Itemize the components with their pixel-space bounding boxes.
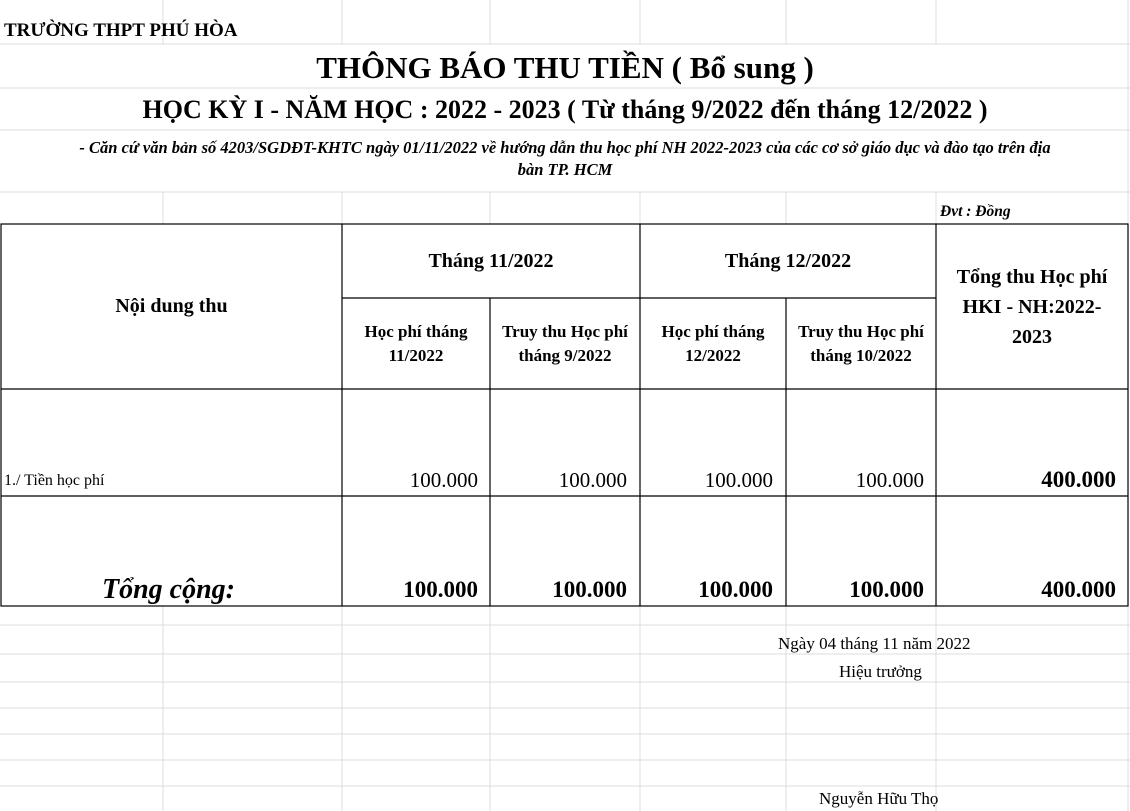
sub-header-fee-dec-line2: 12/2022 <box>685 345 741 365</box>
signer-name: Nguyễn Hữu Thọ <box>819 789 939 808</box>
sub-header-fee-dec <box>640 298 786 389</box>
sum-row-label: Tổng cộng: <box>102 574 235 605</box>
legal-basis-line2: bàn TP. HCM <box>517 160 613 179</box>
sub-header-backfee-oct <box>786 298 936 389</box>
signing-date: Ngày 04 tháng 11 năm 2022 <box>778 634 971 653</box>
legal-basis <box>0 137 1130 181</box>
sub-header-backfee-sep-line1: Truy thu Học phí <box>502 321 628 341</box>
col-header-month2-label: Tháng 12/2022 <box>724 249 852 272</box>
col-header-total-line2: HKI - NH:2022- <box>962 295 1102 318</box>
school-name: TRƯỜNG THPT PHÚ HÒA <box>4 20 238 41</box>
sum-total: 400.000 <box>1041 577 1116 602</box>
col-header-month1-label: Tháng 11/2022 <box>428 249 554 272</box>
document-subtitle: HỌC KỲ I - NĂM HỌC : 2022 - 2023 ( Từ tháng 9/2022 đến tháng 12/2022 ) <box>142 95 988 124</box>
col-header-content <box>1 224 342 389</box>
signer-role: Hiệu trưởng <box>839 662 922 681</box>
currency-unit: Đvt : Đồng <box>940 203 1011 220</box>
col-header-content-label: Nội dung thu <box>115 295 228 317</box>
sum-fee-nov: 100.000 <box>403 577 478 602</box>
sub-header-backfee-oct-line2: tháng 10/2022 <box>810 345 912 365</box>
row-tuition-backfee-sep: 100.000 <box>558 468 627 492</box>
col-header-total-line1: Tổng thu Học phí <box>956 265 1108 288</box>
sub-header-backfee-sep-line2: tháng 9/2022 <box>518 345 612 365</box>
col-header-month2 <box>640 224 936 298</box>
col-header-month1 <box>342 224 640 298</box>
sub-header-fee-dec-line1: Học phí tháng <box>661 321 765 341</box>
sum-fee-dec: 100.000 <box>698 577 773 602</box>
col-header-total-line3: 2023 <box>1012 325 1052 348</box>
row-tuition-total: 400.000 <box>1041 467 1116 492</box>
row-tuition-backfee-oct: 100.000 <box>855 468 924 492</box>
legal-basis-line1: - Căn cứ văn bản số 4203/SGDĐT-KHTC ngày 01/11/2022 về hướng dẫn thu học phí NH 2022-2023 của các cơ sở giáo dục và đào tạo trên địa <box>79 138 1051 157</box>
sub-header-backfee-sep <box>490 298 640 389</box>
col-header-total <box>936 224 1128 389</box>
sub-header-fee-nov-line2: 11/2022 <box>388 345 444 365</box>
sub-header-backfee-oct-line1: Truy thu Học phí <box>798 321 924 341</box>
sum-backfee-sep: 100.000 <box>552 577 627 602</box>
sum-backfee-oct: 100.000 <box>849 577 924 602</box>
sub-header-fee-nov-line1: Học phí tháng <box>364 321 468 341</box>
row-tuition-fee-nov: 100.000 <box>409 468 478 492</box>
row-tuition-fee-dec: 100.000 <box>704 468 773 492</box>
document-title: THÔNG BÁO THU TIỀN ( Bổ sung ) <box>316 50 814 85</box>
sub-header-fee-nov <box>342 298 490 389</box>
row-tuition-label: 1./ Tiền học phí <box>4 472 105 489</box>
